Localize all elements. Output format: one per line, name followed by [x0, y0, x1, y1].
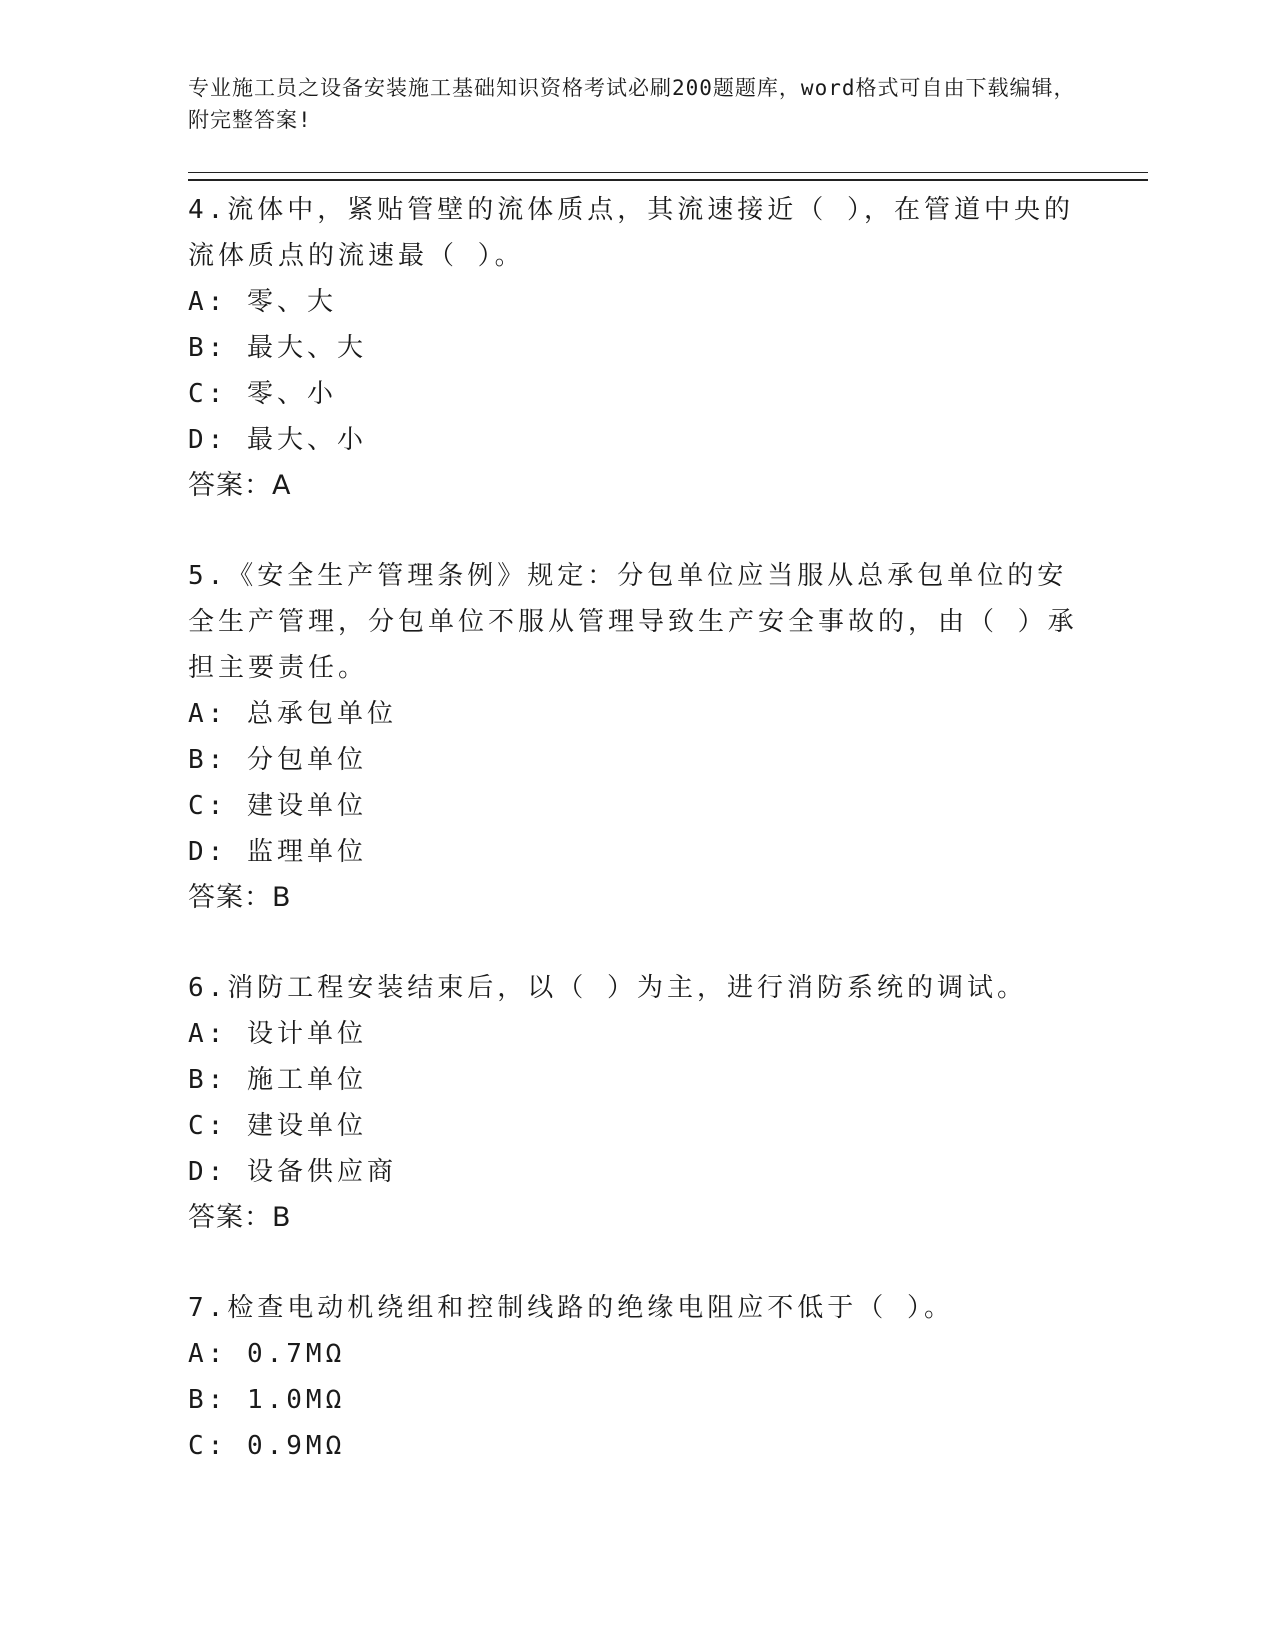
question-5 — [188, 553, 1148, 921]
question-7 — [188, 1285, 1148, 1469]
option-a: A: 0.7MΩ — [188, 1339, 346, 1369]
option-c: C: 建设单位 — [188, 791, 367, 821]
option-b: B: 分包单位 — [188, 745, 367, 775]
option-b: B: 施工单位 — [188, 1065, 367, 1095]
option-c: C: 零、小 — [188, 379, 337, 409]
question-text: 4.流体中，紧贴管壁的流体质点，其流速接近（ ），在管道中央的流体质点的流速最（ ）。 — [188, 195, 1074, 271]
answer-label: 答案：A — [188, 470, 292, 501]
document-title: 专业施工员之设备安装施工基础知识资格考试必刷200题题库，word格式可自由下载编辑，附完整答案! — [188, 76, 1076, 132]
option-c: C: 建设单位 — [188, 1111, 367, 1141]
option-d: D: 最大、小 — [188, 425, 367, 455]
option-d: D: 监理单位 — [188, 837, 367, 867]
question-text: 6.消防工程安装结束后，以（ ）为主，进行消防系统的调试。 — [188, 973, 1027, 1003]
option-c: C: 0.9MΩ — [188, 1431, 346, 1461]
question-text: 5.《安全生产管理条例》规定：分包单位应当服从总承包单位的安全生产管理，分包单位不服从管理导致生产安全事故的，由（ ）承担主要责任。 — [188, 561, 1078, 683]
option-b: B: 1.0MΩ — [188, 1385, 346, 1415]
option-b: B: 最大、大 — [188, 333, 367, 363]
option-a: A: 设计单位 — [188, 1019, 367, 1049]
question-text: 7.检查电动机绕组和控制线路的绝缘电阻应不低于（ ）。 — [188, 1293, 954, 1323]
double-rule-divider — [188, 172, 1148, 181]
question-4 — [188, 187, 1148, 509]
answer-label: 答案：B — [188, 882, 292, 913]
question-6 — [188, 965, 1148, 1241]
option-a: A: 总承包单位 — [188, 699, 397, 729]
answer-label: 答案：B — [188, 1202, 292, 1233]
document-page — [188, 72, 1148, 1469]
option-d: D: 设备供应商 — [188, 1157, 397, 1187]
option-a: A: 零、大 — [188, 287, 337, 317]
